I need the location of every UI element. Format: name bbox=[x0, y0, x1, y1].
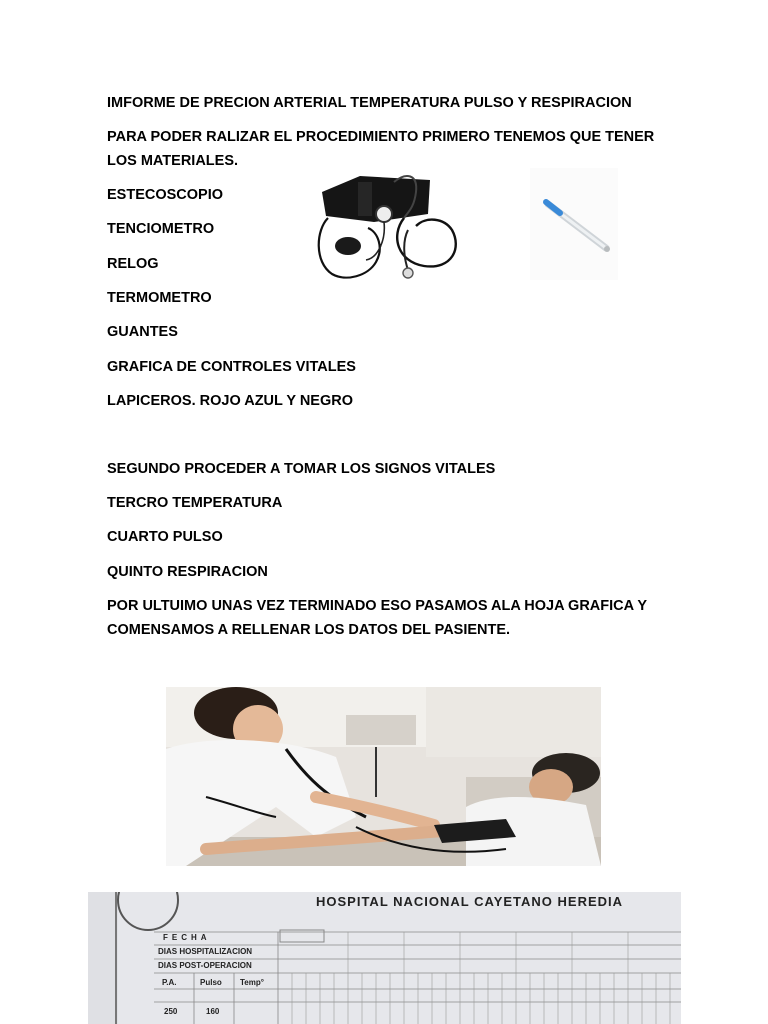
material-item: TERMOMETRO bbox=[107, 290, 212, 306]
step-item: CUARTO PULSO bbox=[107, 529, 223, 545]
material-item: LAPICEROS. ROJO AZUL Y NEGRO bbox=[107, 393, 354, 409]
sphygmomanometer-image bbox=[312, 170, 470, 288]
material-item: GRAFICA DE CONTROLES VITALES bbox=[107, 359, 356, 375]
hospital-name: HOSPITAL NACIONAL CAYETANO HEREDIA bbox=[316, 894, 624, 909]
material-item: RELOG bbox=[107, 256, 159, 272]
sheet-column-label: Temp° bbox=[240, 978, 264, 987]
scale-pa-value: 250 bbox=[164, 1007, 178, 1016]
step-item: TERCRO TEMPERATURA bbox=[107, 495, 283, 511]
step-item: SEGUNDO PROCEDER A TOMAR LOS SIGNOS VITALES bbox=[107, 461, 496, 477]
blood-pressure-photo bbox=[166, 687, 601, 866]
material-item: ESTECOSCOPIO bbox=[107, 187, 224, 203]
intro-paragraph: PARA PODER RALIZAR EL PROCEDIMIENTO PRIMERO TENEMOS QUE TENER LOS MATERIALES. bbox=[107, 129, 655, 169]
sheet-column-label: Pulso bbox=[200, 978, 222, 987]
closing-paragraph: POR ULTUIMO UNAS VEZ TERMINADO ESO PASAMOS ALA HOJA GRAFICA Y COMENSAMOS A RELLENAR LOS DATOS DEL PASIENTE. bbox=[107, 598, 647, 638]
sheet-row-label: DIAS POST-OPERACION bbox=[158, 961, 252, 970]
vital-signs-sheet-photo bbox=[88, 892, 681, 1024]
material-item: TENCIOMETRO bbox=[107, 221, 215, 237]
sheet-row-label: FECHA bbox=[163, 933, 211, 942]
material-item: GUANTES bbox=[107, 324, 178, 340]
scale-pulse-value: 160 bbox=[206, 1007, 220, 1016]
sheet-row-label: DIAS HOSPITALIZACION bbox=[158, 947, 253, 956]
step-item: QUINTO RESPIRACION bbox=[107, 564, 268, 580]
thermometer-image bbox=[530, 168, 618, 280]
sheet-column-label: P.A. bbox=[162, 978, 177, 987]
document-title: IMFORME DE PRECION ARTERIAL TEMPERATURA PULSO Y RESPIRACION bbox=[107, 95, 632, 111]
